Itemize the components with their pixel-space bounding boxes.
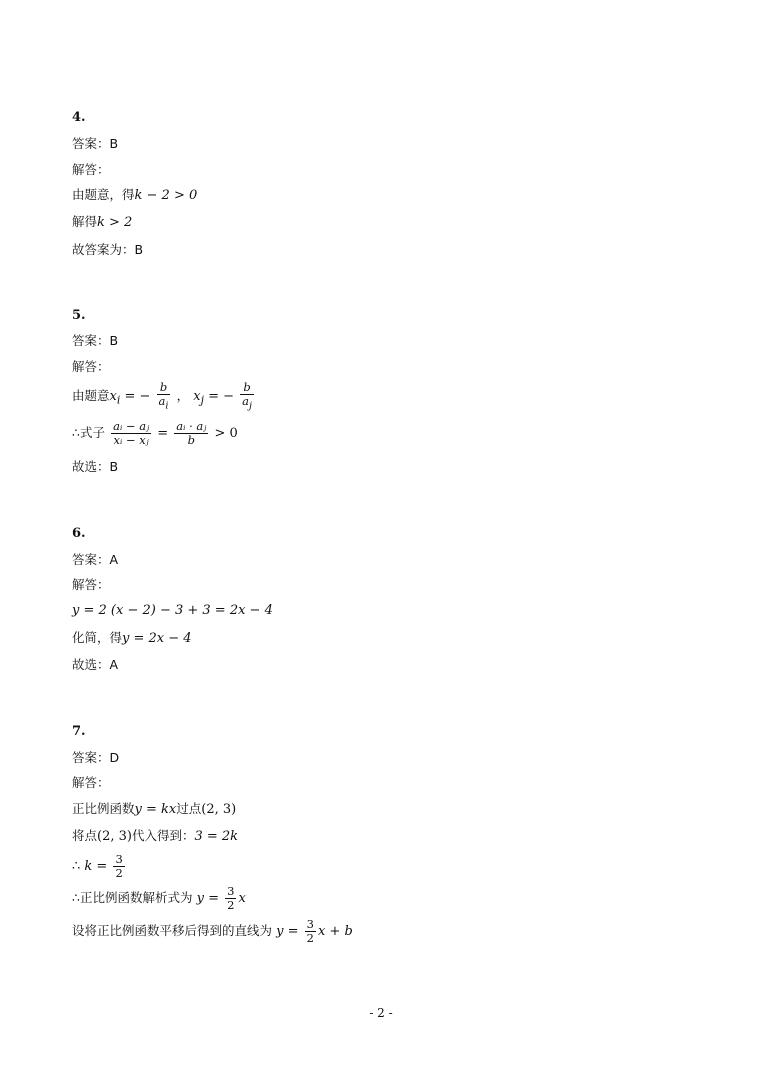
numerator: aᵢ − aⱼ [113,419,150,433]
subscript-i: i [165,400,169,412]
question-6-answer: 答案：A [72,552,119,567]
numerator: 3 [306,917,314,931]
step-text: 正比例函数 [72,801,135,816]
equals-minus: = − [208,389,235,405]
greater-than-zero: > 0 [214,426,238,441]
numerator: 3 [227,884,235,898]
question-7-step-2 [72,828,238,845]
question-5-explain-label: 解答： [72,359,110,374]
question-4-step-2 [72,214,132,231]
equals-minus: = − [124,389,151,405]
question-5-step-1 [72,381,256,412]
denominator: 2 [227,898,235,912]
fraction-3-over-2 [225,885,236,912]
question-7-number: 7. [72,724,86,739]
subscript-j: j [200,393,204,407]
denominator: b [187,433,195,447]
question-7-step-5 [72,918,353,945]
question-4-number: 4. [72,110,86,125]
question-7-step-1 [72,801,236,818]
step-math: k > 2 [97,215,133,230]
question-6-explain-label: 解答： [72,577,110,592]
denominator [240,395,254,412]
step-text: 将点 [72,828,98,843]
step-math: x + b [318,924,353,939]
question-7-step-4 [72,885,246,912]
step-text: 解得 [72,214,98,229]
var-xj [193,389,204,407]
var-a: a [158,394,166,408]
step-math: y = [196,891,219,906]
question-6-conclusion: 故选：A [72,657,119,672]
step-math: k = [84,859,108,874]
step-math: x [238,891,246,906]
step-text: ∴式子 [72,425,105,440]
denominator: 2 [115,866,123,880]
question-6-step-2 [72,630,192,647]
question-5-conclusion: 故选：B [72,459,119,474]
equals: = [157,426,169,441]
step-math: y = 2x − 4 [122,631,192,646]
comma: ， [176,388,190,404]
fraction-b-over-aj [240,381,254,412]
numerator: 3 [115,852,123,866]
denominator: xᵢ − xⱼ [113,433,149,447]
point: (2, 3) [97,829,132,844]
step-text: 过点 [176,801,202,816]
fraction-product [174,420,208,447]
numerator: b [240,381,254,395]
step-text: ∴正比例函数解析式为 [72,890,193,905]
question-5-answer: 答案：B [72,333,119,348]
question-4-step-1 [72,187,197,204]
var-a: a [242,394,250,408]
step-text: 代入得到： [131,828,195,843]
subscript-j: j [249,400,253,412]
step-text: 由题意 [72,388,110,404]
fraction-3-over-2 [305,918,316,945]
question-4-conclusion: 故答案为：B [72,242,144,257]
step-math: 3 = 2k [194,829,239,844]
fraction-diff [111,420,151,447]
numerator: b [157,381,171,395]
question-6-step-1: y = 2 (x − 2) − 3 + 3 = 2x − 4 [72,603,273,618]
step-math: y = kx [134,802,177,817]
var-x: x [109,389,117,405]
question-7-step-3 [72,853,127,880]
question-7-explain-label: 解答： [72,775,110,790]
denominator: 2 [306,931,314,945]
var-x: x [193,389,201,405]
page-number: - 2 - [369,1006,393,1020]
question-5-number: 5. [72,308,86,323]
step-text: 由题意，得 [72,187,135,202]
fraction-3-over-2 [113,853,124,880]
fraction-b-over-ai [157,381,171,412]
question-7-answer: 答案：D [72,750,120,765]
question-4-answer: 答案：B [72,136,119,151]
step-math: k − 2 > 0 [134,188,198,203]
point: (2, 3) [201,802,237,817]
question-6-number: 6. [72,526,86,541]
therefore-symbol: ∴ [72,859,81,874]
step-text: 设将正比例函数平移后得到的直线为 [72,923,273,938]
denominator [157,395,171,412]
step-math: y = [276,924,299,939]
var-xi [109,389,121,407]
question-4-explain-label: 解答： [72,162,110,177]
subscript-i: i [116,393,121,407]
question-5-step-2 [72,420,238,447]
step-text: 化简，得 [72,630,123,645]
numerator: aᵢ · aⱼ [176,419,207,433]
